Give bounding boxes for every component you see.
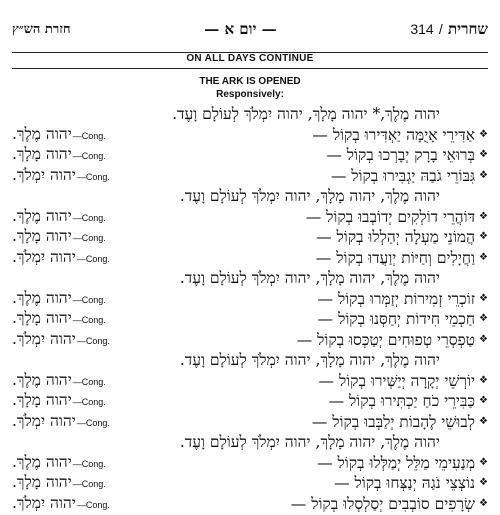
response-text: יהוה יִמְלֹךְ. bbox=[12, 165, 76, 186]
diamond-icon: ❖ bbox=[479, 412, 488, 433]
cong-label: —Cong. bbox=[77, 249, 110, 270]
diamond-icon: ❖ bbox=[479, 166, 488, 187]
verse-text: הֲמוֹנֵי מַעְלָה יְהַלְלוּ בְקוֹל — bbox=[316, 227, 475, 248]
diamond-icon: ❖ bbox=[479, 207, 488, 228]
verse-text: זוֹכְרֵי זְמִירוֹת יְזַמְּרוּ בְקוֹל — bbox=[318, 289, 476, 310]
response-text: יהוה יִמְלֹךְ. bbox=[12, 247, 76, 268]
congregation-response bbox=[12, 472, 106, 495]
verse-text: גִּבּוֹרֵי גֹבַהּ יַגְבִּירוּ בְקוֹל — bbox=[331, 166, 475, 187]
verse-line bbox=[12, 145, 488, 166]
cong-label: —Cong. bbox=[73, 474, 106, 495]
verse-line bbox=[12, 227, 488, 248]
response-text: יהוה מָלָךְ. bbox=[12, 472, 72, 493]
verse-line bbox=[12, 309, 488, 330]
diamond-icon: ❖ bbox=[479, 473, 488, 494]
response-text: יהוה יִמְלֹךְ. bbox=[12, 493, 76, 514]
header-center-title: — יום א — bbox=[204, 20, 276, 39]
verse-text: לְבוּשֵׁי לֶהָבוֹת יְלַבְּבוּ בְקוֹל — bbox=[312, 412, 475, 433]
verse-line bbox=[12, 166, 488, 187]
verse-text: אַדִּירֵי אָיֻמָּה יַאְדִּירוּ בְקוֹל — bbox=[312, 125, 475, 146]
refrain-line: יהוה מֶלֶךְ,* יהוה מָלָךְ, יהוה יִמְלֹךְ לְעוֹלָם וָעֶד. bbox=[12, 104, 488, 125]
cong-label: —Cong. bbox=[73, 310, 106, 331]
verse bbox=[297, 330, 488, 351]
prayer-lines bbox=[12, 104, 488, 514]
diamond-icon: ❖ bbox=[479, 145, 488, 166]
congregation-response bbox=[12, 452, 106, 475]
verse bbox=[319, 371, 488, 392]
congregation-response bbox=[12, 144, 106, 167]
diamond-icon: ❖ bbox=[479, 227, 488, 248]
congregation-response bbox=[12, 165, 110, 188]
congregation-response bbox=[12, 370, 106, 393]
congregation-response bbox=[12, 493, 110, 515]
cong-label: —Cong. bbox=[77, 413, 110, 434]
verse-line bbox=[12, 125, 488, 146]
congregation-response bbox=[12, 247, 110, 270]
verse-text: דּוֹהֲרֵי דוֹלְקִים יְדוֹבְבוּ בְקוֹל — bbox=[306, 207, 475, 228]
verse-text: מְנַעִימֵי מַלֵּל יְמַלְּלוּ בְקוֹל — bbox=[317, 453, 475, 474]
verse-text: וַחֲיָלִים וְחַיּוֹת יְוַעֲדוּ בְקוֹל — bbox=[316, 248, 475, 269]
verse-line bbox=[12, 412, 488, 433]
congregation-response bbox=[12, 390, 106, 413]
diamond-icon: ❖ bbox=[479, 248, 488, 269]
diamond-icon: ❖ bbox=[479, 494, 488, 515]
response-text: יהוה מָלָךְ. bbox=[12, 308, 72, 329]
response-text: יהוה מֶלֶךְ. bbox=[12, 288, 72, 309]
verse bbox=[317, 453, 488, 474]
response-text: יהוה מָלָךְ. bbox=[12, 390, 72, 411]
verse-line bbox=[12, 371, 488, 392]
cong-label: —Cong. bbox=[73, 126, 106, 147]
verse-line bbox=[12, 330, 488, 351]
verse-line bbox=[12, 207, 488, 228]
cong-label: —Cong. bbox=[73, 208, 106, 229]
verse-text: יוֹרְשֵׁי יְקָרָה יְיַשְּׁירוּ בְקוֹל — bbox=[319, 371, 476, 392]
cong-label: —Cong. bbox=[73, 228, 106, 249]
refrain-line: יהוה מֶלֶךְ, יהוה מָלָךְ, יהוה יִמְלֹךְ לְעוֹלָם וָעֶד. bbox=[12, 350, 488, 371]
verse bbox=[331, 166, 488, 187]
cong-label: —Cong. bbox=[77, 167, 110, 188]
congregation-response bbox=[12, 329, 110, 352]
verse-line bbox=[12, 391, 488, 412]
diamond-icon: ❖ bbox=[479, 330, 488, 351]
verse bbox=[306, 207, 488, 228]
verse bbox=[326, 145, 488, 166]
verse-text: כַּבִּירֵי כֹחַ יַכְתִּירוּ בְקוֹל — bbox=[329, 391, 475, 412]
verse-text: טַפְסְרֵי טְפוּחִים יְטַכְּסוּ בְקוֹל — bbox=[297, 330, 475, 351]
verse-line bbox=[12, 289, 488, 310]
cong-label: —Cong. bbox=[73, 146, 106, 167]
verse bbox=[334, 473, 488, 494]
verse-line bbox=[12, 248, 488, 269]
subheading: ON ALL DAYS CONTINUE bbox=[0, 53, 500, 64]
diamond-icon: ❖ bbox=[479, 309, 488, 330]
diamond-icon: ❖ bbox=[479, 371, 488, 392]
responsive-label: Responsively: bbox=[0, 89, 500, 100]
verse bbox=[318, 289, 488, 310]
cong-label: —Cong. bbox=[73, 290, 106, 311]
response-text: יהוה יִמְלֹךְ. bbox=[12, 329, 76, 350]
cong-label: —Cong. bbox=[77, 331, 110, 352]
section-title: שחרית bbox=[448, 20, 488, 38]
verse-text: חַכְמֵי חִידוֹת יְחַסְּנוּ בְקוֹל — bbox=[318, 309, 475, 330]
verse bbox=[312, 125, 488, 146]
verse bbox=[312, 412, 488, 433]
header-right bbox=[410, 20, 488, 39]
congregation-response bbox=[12, 226, 106, 249]
response-text: יהוה מֶלֶךְ. bbox=[12, 124, 72, 145]
cong-label: —Cong. bbox=[73, 372, 106, 393]
bottom-divider bbox=[12, 68, 488, 69]
response-text: יהוה מָלָךְ. bbox=[12, 226, 72, 247]
verse-line bbox=[12, 473, 488, 494]
verse bbox=[318, 309, 488, 330]
ark-instruction: THE ARK IS OPENED bbox=[0, 76, 500, 87]
verse-line bbox=[12, 494, 488, 515]
diamond-icon: ❖ bbox=[479, 289, 488, 310]
response-text: יהוה מָלָךְ. bbox=[12, 144, 72, 165]
diamond-icon: ❖ bbox=[479, 391, 488, 412]
verse bbox=[316, 227, 488, 248]
header-left-title: חזרת הש״ץ bbox=[12, 21, 71, 37]
refrain-line: יהוה מֶלֶךְ, יהוה מָלָךְ, יהוה יִמְלֹךְ לְעוֹלָם וָעֶד. bbox=[12, 186, 488, 207]
refrain-line: יהוה מֶלֶךְ, יהוה מָלָךְ, יהוה יִמְלֹךְ לְעוֹלָם וָעֶד. bbox=[12, 432, 488, 453]
cong-label: —Cong. bbox=[77, 495, 110, 515]
response-text: יהוה מֶלֶךְ. bbox=[12, 452, 72, 473]
diamond-icon: ❖ bbox=[479, 453, 488, 474]
cong-label: —Cong. bbox=[73, 454, 106, 475]
congregation-response bbox=[12, 308, 106, 331]
response-text: יהוה יִמְלֹךְ. bbox=[12, 411, 76, 432]
verse-text: שְׂרָפִים סוֹבְבִים יְסַלְסְלוּ בְקוֹל — bbox=[291, 494, 475, 515]
congregation-response bbox=[12, 288, 106, 311]
verse bbox=[291, 494, 488, 515]
verse bbox=[316, 248, 488, 269]
verse-text: בְּרוּאֵי בָרָק יְבָרְכוּ בְקוֹל — bbox=[326, 145, 475, 166]
response-text: יהוה מֶלֶךְ. bbox=[12, 370, 72, 391]
diamond-icon: ❖ bbox=[479, 125, 488, 146]
verse-text: נוֹצְצֵי נֹגַהּ יְנַצְּחוּ בְקוֹל — bbox=[334, 473, 475, 494]
cong-label: —Cong. bbox=[73, 392, 106, 413]
response-text: יהוה מֶלֶךְ. bbox=[12, 206, 72, 227]
verse-line bbox=[12, 453, 488, 474]
page-header bbox=[12, 18, 488, 40]
refrain-line: יהוה מֶלֶךְ, יהוה מָלָךְ, יהוה יִמְלֹךְ לְעוֹלָם וָעֶד. bbox=[12, 268, 488, 289]
congregation-response bbox=[12, 411, 110, 434]
congregation-response bbox=[12, 124, 106, 147]
verse bbox=[329, 391, 488, 412]
congregation-response bbox=[12, 206, 106, 229]
page-number: 314 bbox=[410, 21, 433, 37]
header-separator: / bbox=[439, 21, 443, 37]
